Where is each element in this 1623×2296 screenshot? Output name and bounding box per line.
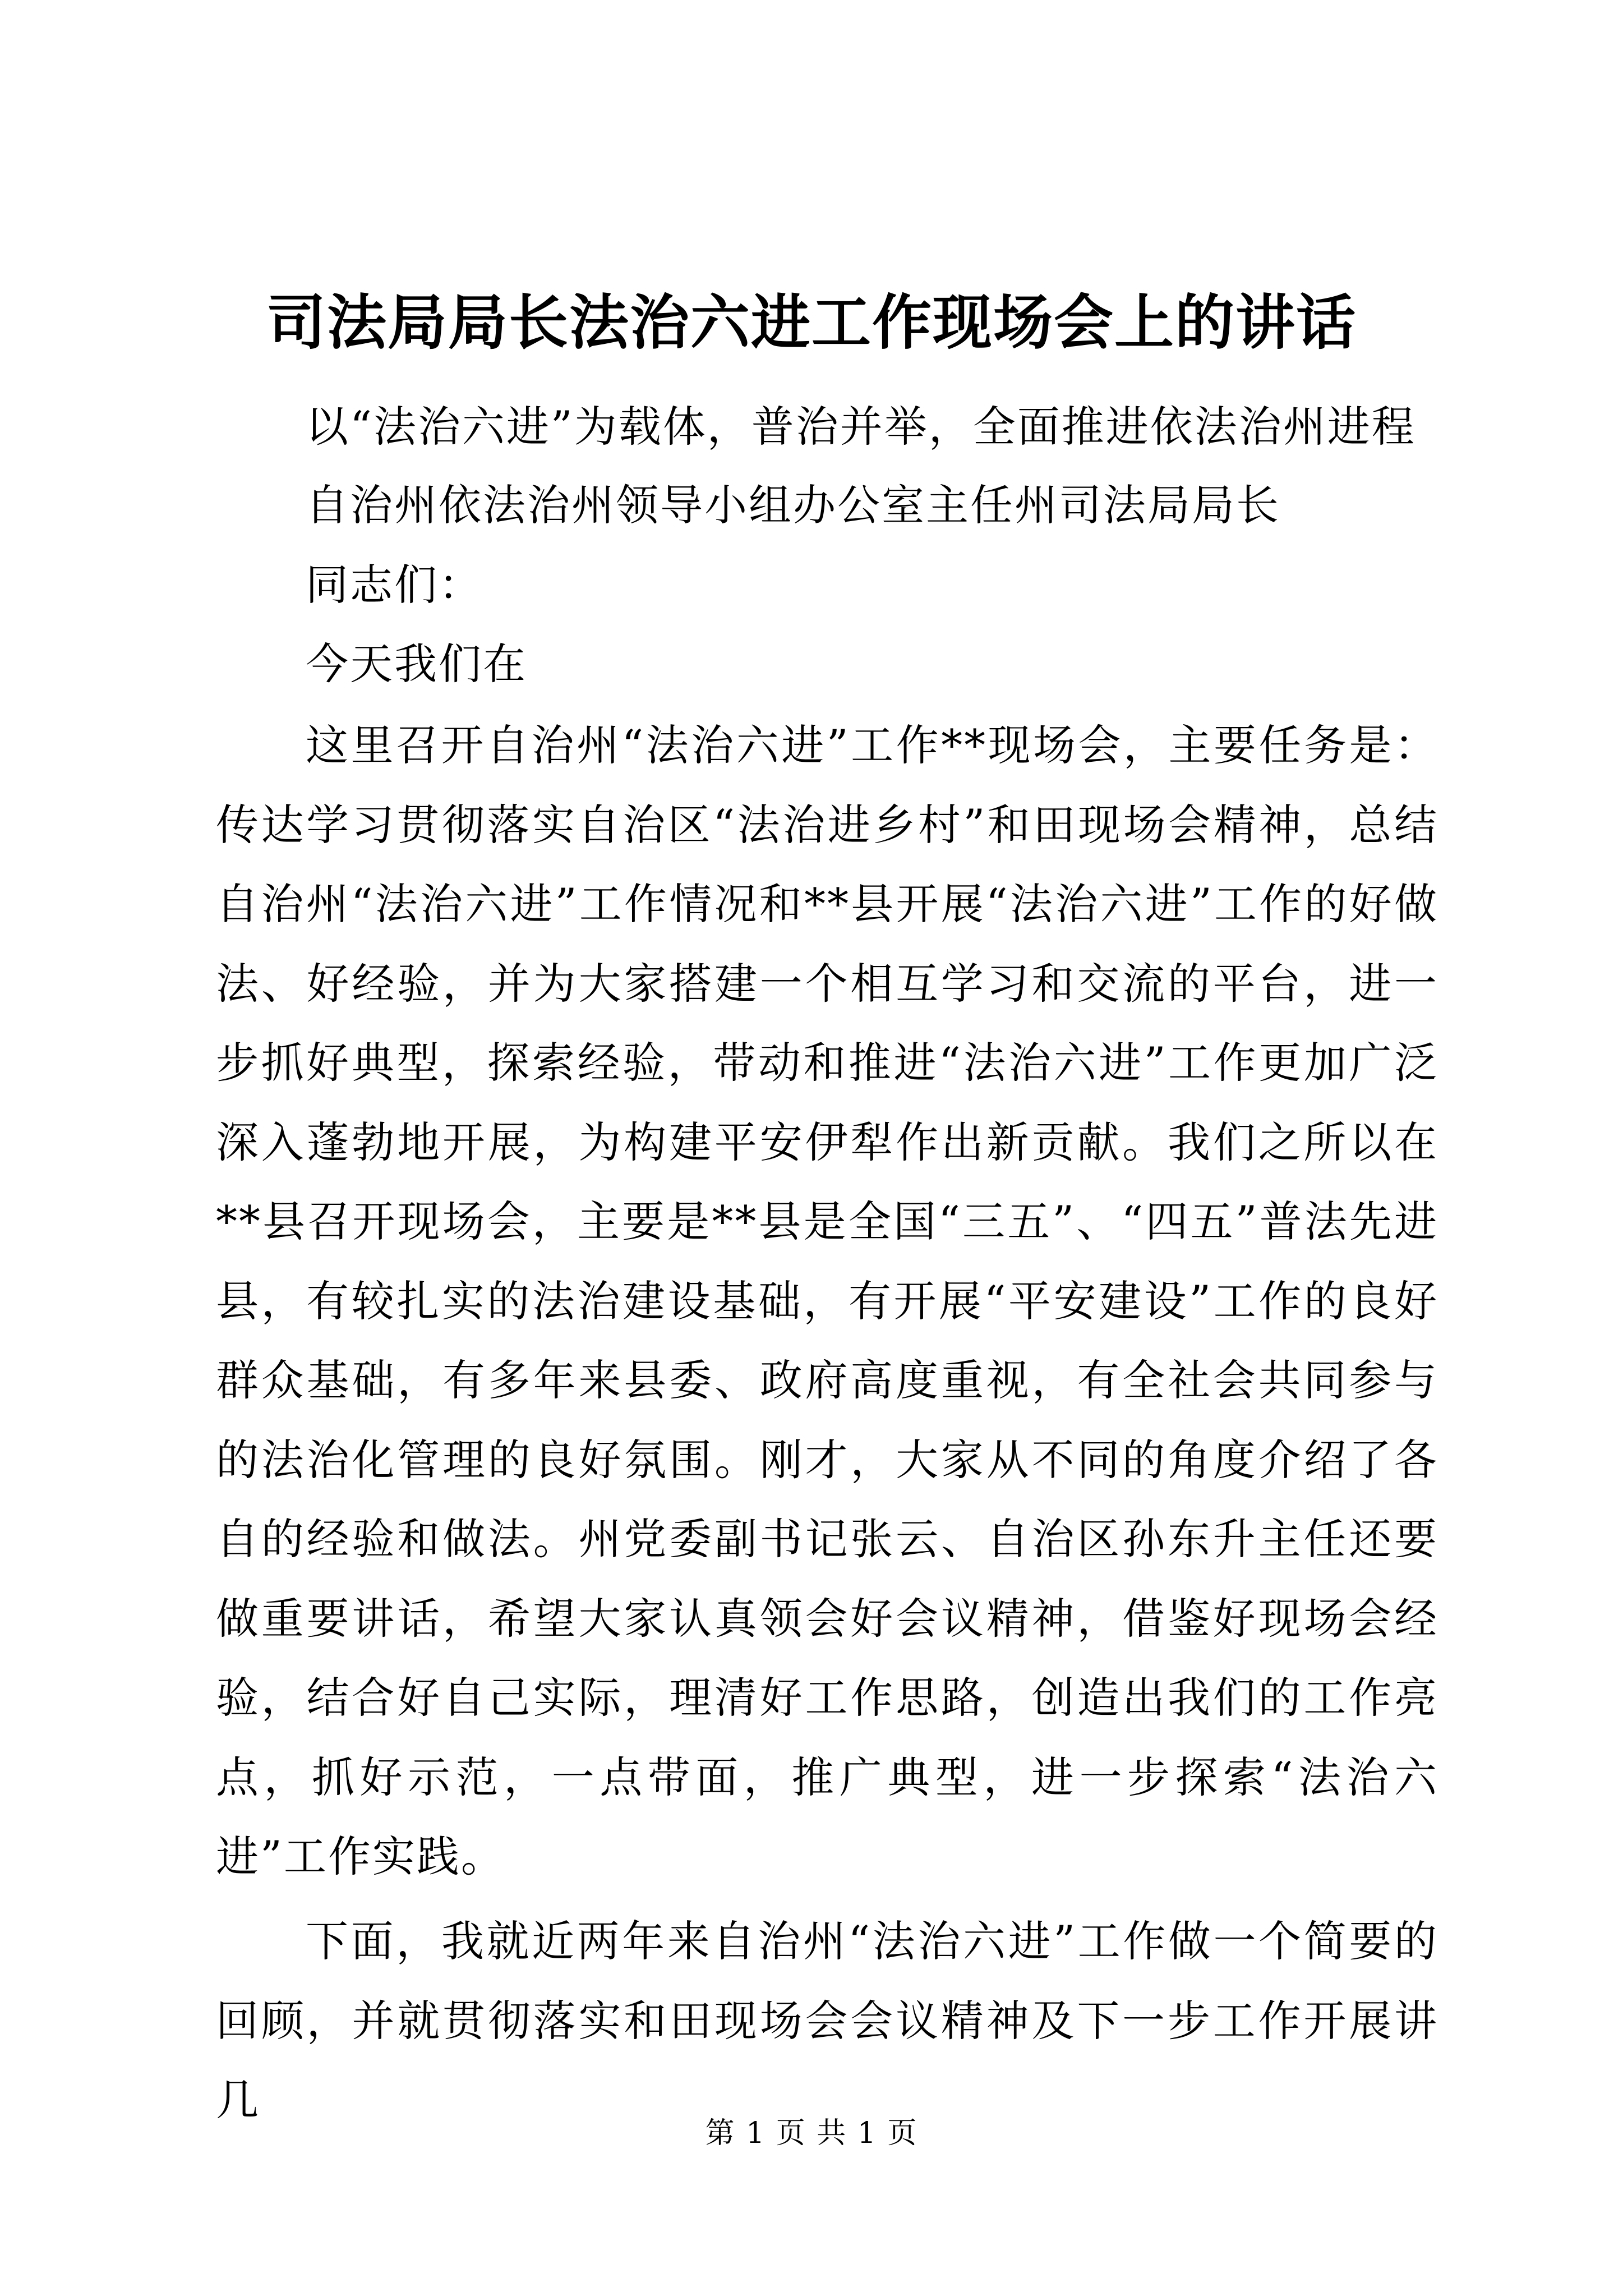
page-footer: 第 1 页 共 1 页 <box>705 2116 918 2150</box>
opening-line: 今天我们在 <box>306 639 527 689</box>
document-title: 司法局局长法治六进工作现场会上的讲话 <box>266 287 1357 357</box>
body-paragraph-1: 这里召开自治州“法治六进”工作**现场会，主要任务是：传达学习贯彻落实自治区“法治进乡村”和田现场会精神，总结自治州“法治六进”工作情况和**县开展“法治六进”工作的好做法、好经验，并为大家搭建一个相互学习和交流的平台，进一步抓好典型，探索经验，带动和推进“法治六进”工作更加广泛深入蓬勃地开展，为构建平安伊犁作出新贡献。我们之所以在**县召开现场会，主要是**县是全国“三五”、“四五”普法先进县，有较扎实的法治建设基础，有开展“平安建设”工作的良好群众基础，有多年来县委、政府高度重视，有全社会共同参与的法治化管理的良好氛围。刚才，大家从不同的角度介绍了各自的经验和做法。州党委副书记张云、自治区孙东升主任还要做重要讲话，希望大家认真领会好会议精神，借鉴好现场会经验，结合好自己实际，理清好工作思路，创造出我们的工作亮点，抓好示范，一点带面，推广典型，进一步探索“法治六进”工作实践。 <box>216 720 1438 1881</box>
body-paragraph-2: 下面，我就近两年来自治州“法治六进”工作做一个简要的回顾，并就贯彻落实和田现场会会议精神及下一步工作开展讲几 <box>216 1916 1438 2125</box>
salutation: 同志们： <box>306 560 483 610</box>
author-line: 自治州依法治州领导小组办公室主任州司法局局长 <box>306 480 1280 530</box>
document-subtitle: 以“法治六进”为载体，普治并举，全面推进依法治州进程 <box>306 402 1416 452</box>
